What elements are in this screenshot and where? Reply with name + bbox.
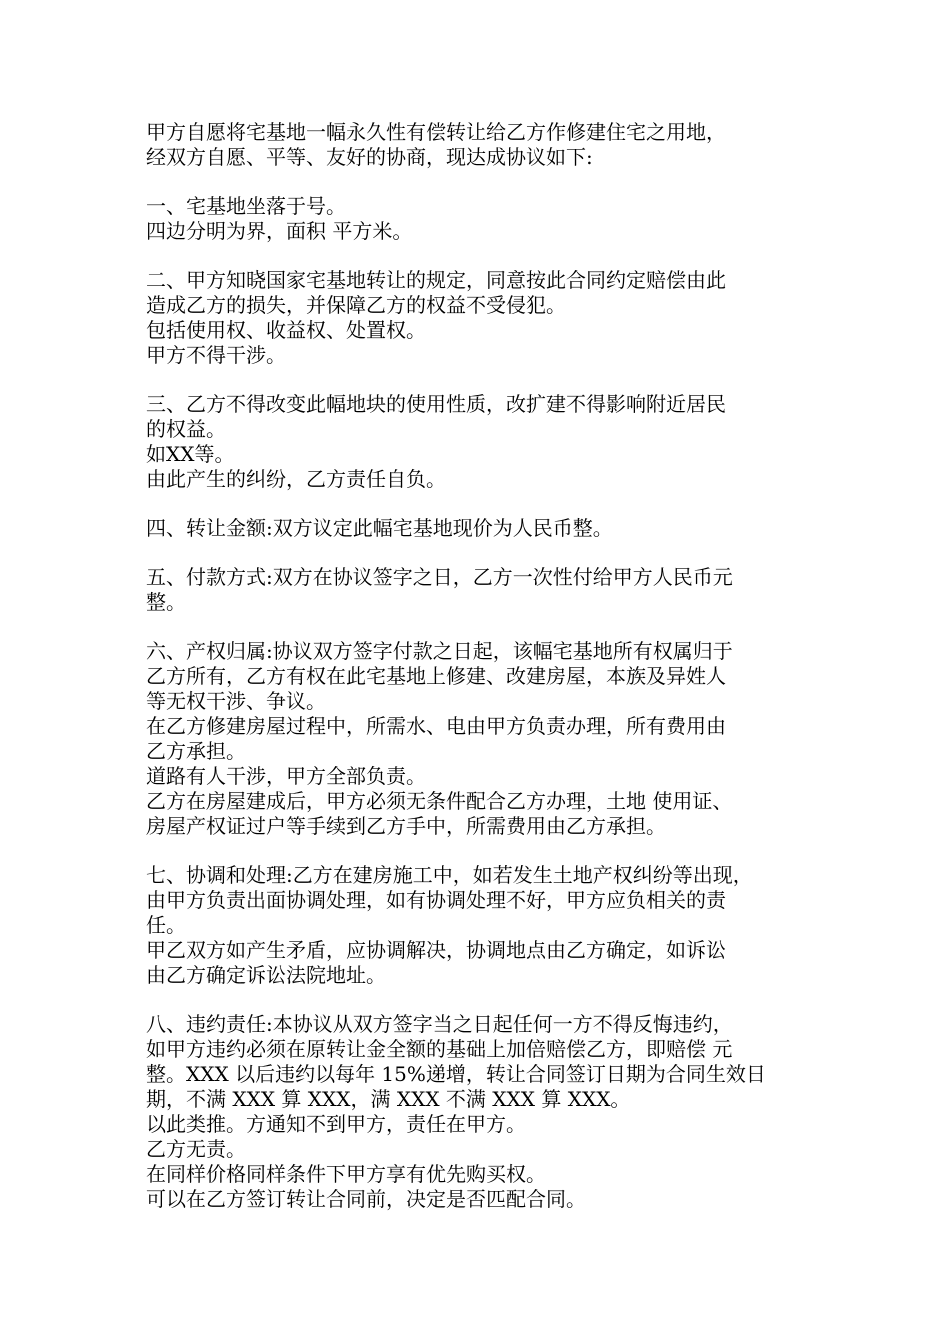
text-line: 如XX等。: [146, 442, 235, 466]
text-line: 由甲方负责出面协调处理，如有协调处理不好，甲方应负相关的责: [146, 888, 726, 912]
text-line: 如甲方违约必须在原转让金全额的基础上加倍赔偿乙方，即赔偿 元: [146, 1037, 733, 1061]
text-line: 在乙方修建房屋过程中，所需水、电由甲方负责办理，所有费用由: [146, 714, 726, 738]
text-line: 由乙方确定诉讼法院地址。: [146, 963, 386, 987]
text-line: 以此类推。方通知不到甲方，责任在甲方。: [146, 1112, 526, 1136]
text-line: 甲乙双方如产生矛盾，应协调解决，协调地点由乙方确定，如诉讼: [146, 938, 726, 962]
text-line: 七、协调和处理:乙方在建房施工中，如若发生土地产权纠纷等出现，: [146, 863, 753, 887]
text-line: 四、转让金额:双方议定此幅宅基地现价为人民币整。: [146, 516, 613, 540]
text-line: 八、违约责任:本协议从双方签字当之日起任何一方不得反悔违约，: [146, 1012, 733, 1036]
text-line: 三、乙方不得改变此幅地块的使用性质，改扩建不得影响附近居民: [146, 392, 726, 416]
text-line: 乙方无责。: [146, 1137, 246, 1161]
text-line: 二、甲方知晓国家宅基地转让的规定，同意按此合同约定赔偿由此: [146, 268, 726, 292]
paragraph: [146, 516, 826, 541]
text-line: 一、宅基地坐落于号。: [146, 194, 346, 218]
text-line: 道路有人干涉，甲方全部负责。: [146, 764, 426, 788]
text-line: 任。: [146, 913, 186, 937]
text-line: 甲方自愿将宅基地一幅永久性有偿转让给乙方作修建住宅之用地，: [146, 120, 726, 144]
text-line: 造成乙方的损失，并保障乙方的权益不受侵犯。: [146, 293, 566, 317]
text-line: 可以在乙方签订转让合同前，决定是否匹配合同。: [146, 1187, 586, 1211]
text-line: 整。XXX 以后违约以每年 15%递增，转让合同签订日期为合同生效日: [146, 1062, 766, 1086]
text-line: 六、产权归属:协议双方签字付款之日起，该幅宅基地所有权属归于: [146, 639, 733, 663]
document-body: [146, 120, 826, 1236]
text-line: 五、付款方式:双方在协议签字之日，乙方一次性付给甲方人民币元: [146, 565, 733, 589]
text-line: 乙方所有，乙方有权在此宅基地上修建、改建房屋，本族及异姓人: [146, 664, 726, 688]
text-line: 包括使用权、收益权、处置权。: [146, 318, 426, 342]
paragraph: [146, 863, 826, 988]
paragraph: [146, 194, 826, 244]
paragraph: [146, 120, 826, 170]
text-line: 甲方不得干涉。: [146, 343, 286, 367]
text-line: 由此产生的纠纷，乙方责任自负。: [146, 467, 446, 491]
text-line: 乙方承担。: [146, 739, 246, 763]
paragraph: [146, 268, 826, 368]
text-line: 整。: [146, 590, 186, 614]
text-line: 经双方自愿、平等、友好的协商，现达成协议如下:: [146, 145, 593, 169]
paragraph: [146, 565, 826, 615]
text-line: 四边分明为界，面积 平方米。: [146, 219, 413, 243]
text-line: 等无权干涉、争议。: [146, 689, 326, 713]
paragraph: [146, 1012, 826, 1212]
text-line: 乙方在房屋建成后，甲方必须无条件配合乙方办理，土地 使用证、: [146, 789, 733, 813]
text-line: 房屋产权证过户等手续到乙方手中，所需费用由乙方承担。: [146, 814, 666, 838]
paragraph: [146, 639, 826, 839]
text-line: 在同样价格同样条件下甲方享有优先购买权。: [146, 1162, 546, 1186]
paragraph: [146, 392, 826, 492]
text-line: 的权益。: [146, 417, 226, 441]
text-line: 期，不满 XXX 算 XXX，满 XXX 不满 XXX 算 XXX。: [146, 1087, 631, 1111]
